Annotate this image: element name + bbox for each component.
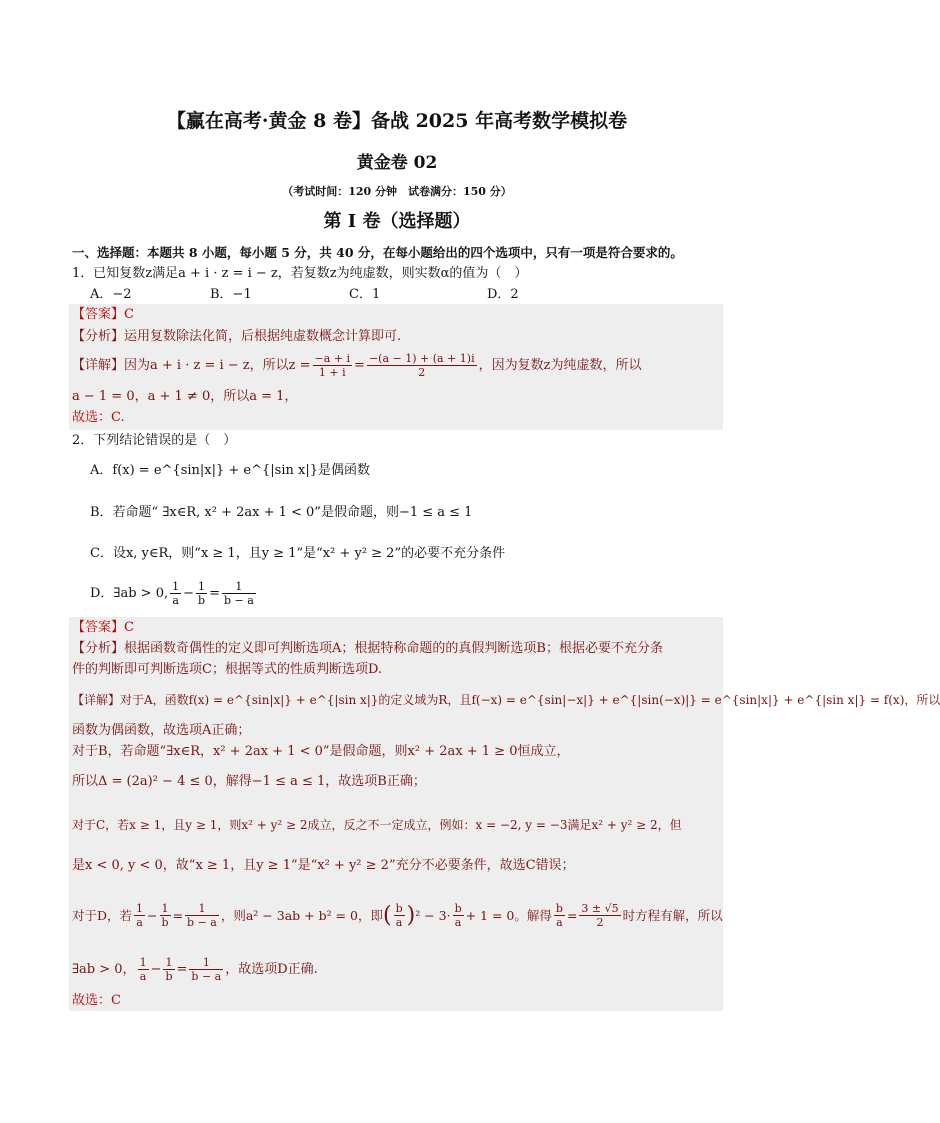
- q2-d7-frac-1c-num: 1: [185, 902, 219, 916]
- q2-d-fraction-1: [170, 580, 181, 607]
- q2-d7-a: 对于D，若: [72, 907, 133, 923]
- q2-d8-frac-2: [163, 956, 174, 983]
- q2-d7-frac-root-num: 3 ± √5: [581, 902, 619, 915]
- q2-d7-frac-ba3-num: b: [555, 902, 563, 915]
- q2-d8-frac-1-den: a: [139, 970, 147, 983]
- q1-option-c: C．1: [349, 287, 381, 302]
- q2-d7-frac-1b-den: b: [161, 916, 169, 929]
- q2-d7-frac-root: [579, 902, 620, 929]
- q2-detail-line2: 函数为偶函数，故选项A正确；: [72, 723, 251, 738]
- q1-analysis: 【分析】运用复数除法化简，后根据纯虚数概念计算即可.: [72, 329, 402, 344]
- equals-sign: =: [176, 961, 188, 977]
- q2-d-fraction-3-num: 1: [222, 580, 256, 594]
- q2-option-c: C．设x, y∈R，则“x ≥ 1，且y ≥ 1”是“x² + y² ≥ 2”的必要不充分条件: [90, 546, 506, 561]
- q2-option-a: A．f(x) = e^{sin|x|} + e^{|sin x|}是偶函数: [90, 463, 370, 478]
- q2-d8-frac-3-num: 1: [189, 956, 223, 970]
- q1-fraction-2: [367, 352, 477, 379]
- q2-option-d: [90, 580, 258, 607]
- q2-detail-line5: 对于C，若x ≥ 1，且y ≥ 1，则x² + y² ≥ 2成立，反之不一定成立，例如：x = −2, y = −3满足x² + y² ≥ 2，但: [72, 818, 682, 832]
- q2-d-fraction-1-den: a: [172, 594, 179, 607]
- q2-detail-line1: 【详解】对于A，函数f(x) = e^{sin|x|} + e^{|sin x|}的定义域为R，且f(−x) = e^{sin|−x|} + e^{|sin(−x)|} = e^{sin|x|} + e^{|sin x|} = f(x)，所以: [72, 693, 940, 707]
- equals-sign: =: [209, 585, 220, 601]
- q2-d7-d: + 1 = 0。解得: [465, 907, 552, 923]
- q2-d-fraction-1-num: 1: [172, 580, 180, 593]
- minus-sign: −: [183, 585, 195, 601]
- q2-d7-frac-ba3: [554, 902, 565, 929]
- q2-d-fraction-3-den: b − a: [223, 594, 254, 607]
- q2-d8-frac-1: [138, 956, 149, 983]
- q2-d8-frac-1-num: 1: [139, 956, 147, 969]
- q1-fraction-1-num: −a + i: [314, 352, 351, 365]
- q1-fraction-1-den: 1 + i: [318, 366, 346, 379]
- q2-d-fraction-3: [222, 580, 256, 607]
- q2-detail-line3: 对于B，若命题“∃x∈R，x² + 2ax + 1 < 0”是假命题，则x² + 2ax + 1 ≥ 0恒成立，: [72, 744, 570, 759]
- q2-d7-frac-1b: [160, 902, 171, 929]
- q2-d7-frac-ba2: [453, 902, 464, 929]
- q1-fraction-2-den: 2: [418, 366, 426, 379]
- q2-detail-line8: [72, 956, 318, 983]
- q2-d7-e: 时方程有解，所以: [622, 907, 723, 923]
- q2-d7-frac-1b-num: 1: [160, 902, 171, 916]
- q2-option-b: B．若命题“ ∃x∈R, x² + 2ax + 1 < 0”是假命题，则−1 ≤ a ≤ 1: [90, 505, 473, 520]
- q2-d8-frac-3: [189, 956, 223, 983]
- minus-sign: −: [147, 907, 158, 923]
- q2-d7-frac-1a-den: a: [136, 916, 143, 929]
- q1-option-d: D．2: [487, 287, 519, 302]
- q2-d-fraction-2-num: 1: [196, 580, 207, 594]
- section-heading: 第 I 卷（选择题）: [323, 211, 471, 232]
- equals-sign: =: [566, 907, 578, 923]
- q2-d7-c: ² − 3·: [415, 907, 451, 923]
- q2-d7-frac-1a: [134, 902, 145, 929]
- q2-d8-frac-3-den: b − a: [191, 970, 222, 983]
- q2-detail-line7: [72, 902, 723, 929]
- q1-detail-line2: a − 1 = 0，a + 1 ≠ 0，所以a = 1，: [72, 389, 298, 404]
- q2-d7-frac-ba3-den: a: [556, 916, 563, 929]
- q2-d7-frac-1a-num: 1: [136, 902, 144, 915]
- q1-fraction-2-num: −(a − 1) + (a + 1)i: [368, 352, 475, 365]
- q2-analysis-line2: 件的判断即可判断选项C；根据等式的性质判断选项D.: [72, 662, 383, 677]
- exam-info: （考试时间：120 分钟 试卷满分：150 分）: [282, 185, 512, 198]
- q1-conclusion: 故选：C.: [72, 410, 125, 425]
- q2-detail-line6: 是x < 0, y < 0，故“x ≥ 1，且y ≥ 1”是“x² + y² ≥ 2”充分不必要条件，故选C错误；: [72, 858, 575, 873]
- equals-sign: =: [354, 357, 365, 373]
- q2-d7-frac-ba: [394, 902, 405, 929]
- equals-sign: =: [172, 907, 184, 923]
- q2-d7-b: ，则a² − 3ab + b² = 0，即: [220, 907, 383, 923]
- q2-d-fraction-2-den: b: [198, 594, 206, 607]
- q1-answer: 【答案】C: [72, 307, 134, 322]
- paren-close: ): [406, 902, 416, 928]
- q1-detail-line1: [72, 352, 641, 379]
- q1-option-b: B．−1: [210, 287, 252, 302]
- q2-stem: 2．下列结论错误的是（ ）: [72, 433, 237, 448]
- minus-sign: −: [150, 961, 162, 977]
- q1-option-a: A．−2: [90, 287, 132, 302]
- q2-d7-frac-ba-num: b: [395, 902, 403, 915]
- q2-d7-frac-root-den: 2: [596, 916, 604, 929]
- q2-analysis-line1: 【分析】根据函数奇偶性的定义即可判断选项A；根据特称命题的的真假判断选项B；根据必要不充分条: [72, 641, 663, 656]
- q1-fraction-1: [313, 352, 353, 379]
- q2-answer: 【答案】C: [72, 620, 134, 635]
- q2-d7-frac-1c-den: b − a: [187, 916, 217, 929]
- q2-d8-frac-2-den: b: [165, 970, 173, 983]
- q1-stem: 1．已知复数z满足a + i · z = i − z，若复数z为纯虚数，则实数α的值为（ ）: [72, 266, 528, 281]
- q2-detail-line4: 所以Δ = (2a)² − 4 ≤ 0，解得−1 ≤ a ≤ 1，故选项B正确；: [72, 774, 426, 789]
- q2-d8-frac-2-num: 1: [163, 956, 174, 970]
- paper-subtitle: 黄金卷 02: [356, 153, 438, 173]
- q2-conclusion: 故选：C: [72, 993, 121, 1008]
- q2-d7-frac-ba2-num: b: [454, 902, 462, 915]
- q2-d-fraction-2: [196, 580, 207, 607]
- q2-d7-frac-ba-den: a: [395, 916, 403, 929]
- q1-detail-suffix: ，因为复数z为纯虚数，所以: [478, 357, 642, 373]
- paren-open: (: [382, 902, 392, 928]
- instructions: 一、选择题：本题共 8 小题，每小题 5 分，共 40 分，在每小题给出的四个选项中，只有一项是符合要求的。: [72, 245, 683, 260]
- q2-d7-frac-1c: [185, 902, 219, 929]
- q2-option-d-prefix: D．∃ab > 0,: [90, 585, 169, 601]
- q2-d8-b: ，故选项D正确.: [225, 961, 318, 977]
- q2-d7-frac-ba2-den: a: [454, 916, 462, 929]
- q2-d8-a: ∃ab > 0，: [72, 961, 136, 977]
- page-title: 【赢在高考·黄金 8 卷】备战 2025 年高考数学模拟卷: [166, 110, 628, 132]
- q1-detail-prefix: 【详解】因为a + i · z = i − z，所以z =: [72, 357, 311, 373]
